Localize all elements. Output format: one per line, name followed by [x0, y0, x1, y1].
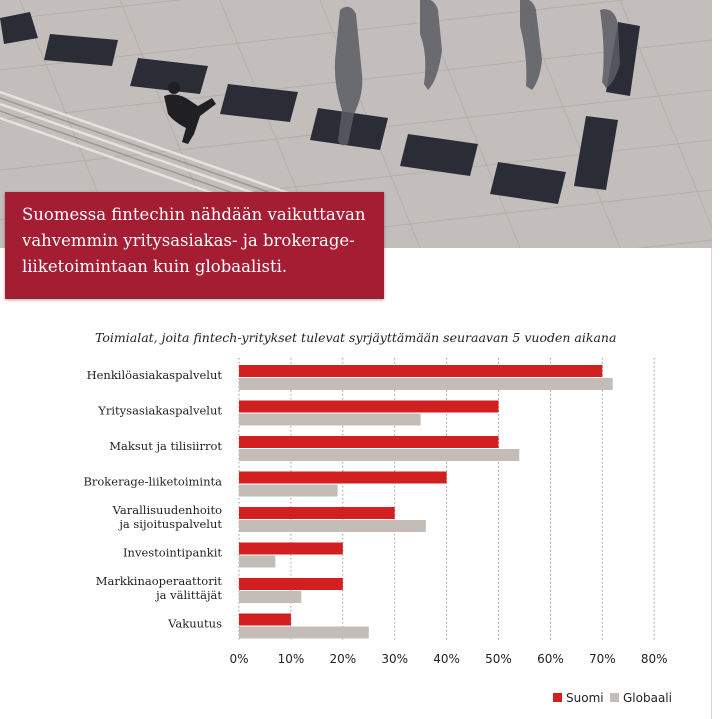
- bar-chart: [0, 350, 712, 719]
- callout-line-3: liiketoimintaan kuin globaalisti.: [22, 257, 288, 276]
- callout-box: [5, 192, 384, 299]
- legend-swatch: [610, 693, 619, 702]
- bar-globaali: [239, 485, 338, 497]
- callout-line-2: vahvemmin yritysasiakas- ja brokerage-: [22, 231, 355, 250]
- x-tick-label: 80%: [640, 652, 668, 666]
- legend-label: Suomi: [566, 691, 604, 705]
- bar-suomi: [239, 472, 447, 484]
- bar-suomi: [239, 543, 343, 555]
- category-label: Henkilöasiakaspalvelut: [86, 368, 222, 382]
- bar-globaali: [239, 449, 519, 461]
- x-tick-label: 50%: [485, 652, 512, 666]
- category-label: ja välittäjät: [156, 588, 222, 602]
- category-label: Yritysasiakaspalvelut: [98, 403, 222, 418]
- category-label: Vakuutus: [168, 616, 222, 631]
- bar-globaali: [239, 627, 369, 639]
- category-label: Varallisuudenhoito: [112, 503, 222, 517]
- bar-globaali: [239, 556, 275, 568]
- category-label: Investointipankit: [123, 545, 222, 560]
- bar-suomi: [239, 401, 499, 413]
- callout-line-1: Suomessa fintechin nähdään vaikuttavan: [22, 205, 366, 224]
- bar-globaali: [239, 378, 613, 390]
- x-tick-label: 20%: [329, 652, 357, 666]
- bar-globaali: [239, 591, 301, 603]
- x-tick-label: 40%: [433, 652, 460, 666]
- category-label: Maksut ja tilisiirrot: [109, 439, 222, 453]
- bar-suomi: [239, 614, 291, 626]
- bar-suomi: [239, 507, 395, 519]
- category-label: Markkinaoperaattorit: [95, 574, 222, 588]
- bar-suomi: [239, 436, 499, 448]
- bar-globaali: [239, 520, 426, 532]
- x-tick-label: 70%: [588, 652, 616, 666]
- bar-suomi: [239, 365, 602, 377]
- x-tick-label: 30%: [381, 652, 409, 666]
- chart-title: Toimialat, joita fintech-yritykset tulevat syrjäyttämään seuraavan 5 vuoden aikana: [95, 330, 617, 345]
- x-tick-label: 0%: [229, 652, 249, 666]
- category-label: Brokerage-liiketoiminta: [83, 474, 222, 489]
- x-tick-label: 10%: [277, 652, 305, 666]
- x-tick-label: 60%: [537, 652, 564, 666]
- legend-swatch: [553, 693, 562, 702]
- bar-suomi: [239, 578, 343, 590]
- legend-label: Globaali: [623, 691, 672, 705]
- bar-globaali: [239, 414, 421, 426]
- category-label: ja sijoituspalvelut: [119, 517, 222, 531]
